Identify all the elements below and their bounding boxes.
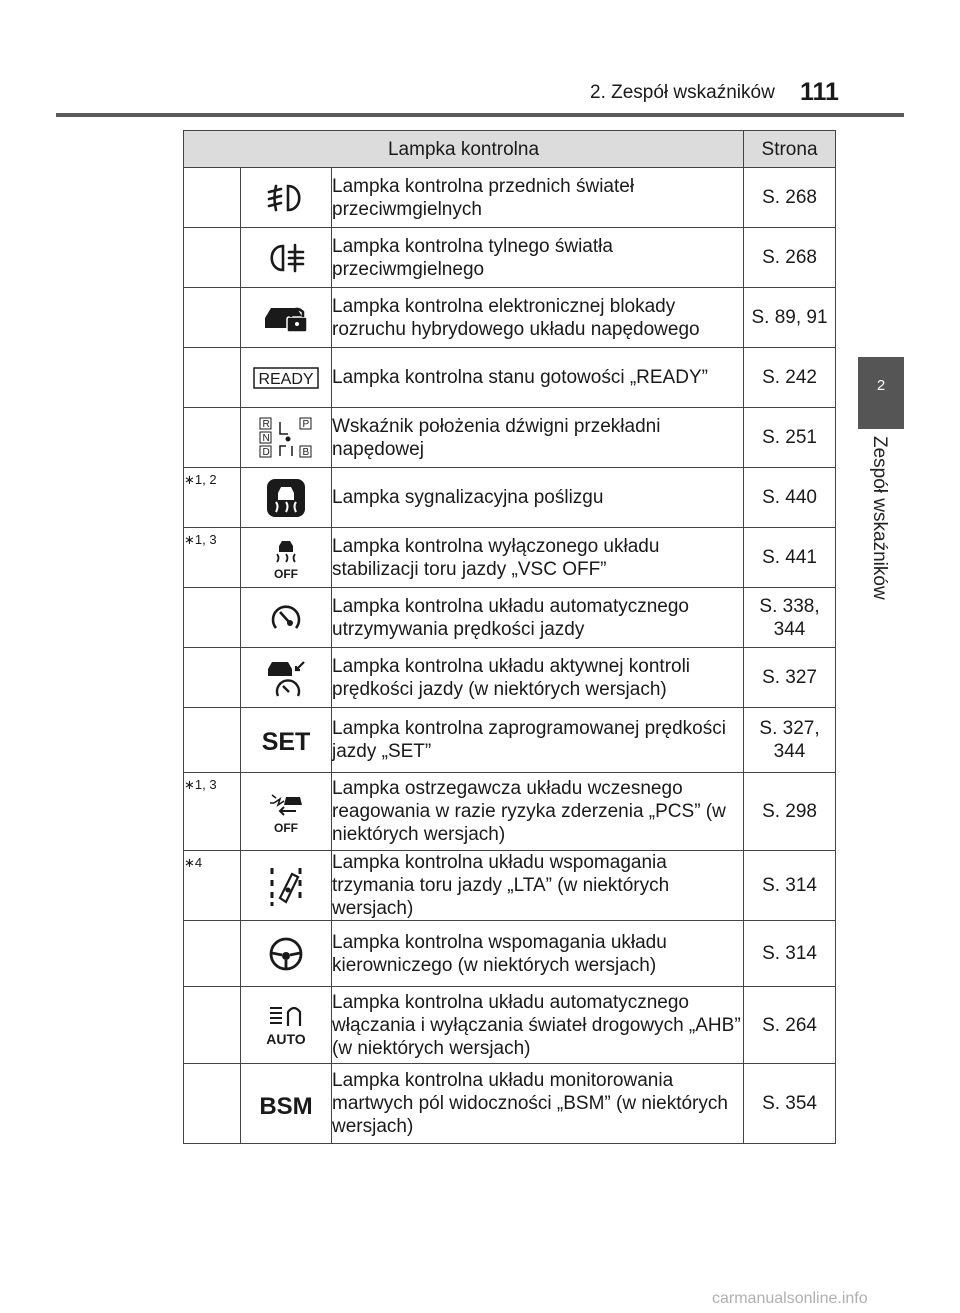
svg-text:AUTO: AUTO — [266, 1031, 306, 1047]
set-icon — [241, 708, 332, 773]
footnote-marker — [184, 987, 241, 1064]
description: Wskaźnik położenia dźwigni przekładni napędowej — [332, 408, 744, 468]
svg-text:D: D — [262, 446, 270, 458]
description: Lampka kontrolna zaprogramowanej prędkości jazdy „SET” — [332, 708, 744, 773]
page-reference[interactable]: S. 251 — [744, 408, 836, 468]
table-row — [184, 648, 836, 708]
slip-indicator-icon — [241, 468, 332, 528]
table-row — [184, 1064, 836, 1144]
vsc-off-icon — [241, 528, 332, 588]
rear-fog-light-icon — [241, 228, 332, 288]
section-title: 2. Zespół wskaźników — [590, 82, 775, 103]
column-header-light: Lampka kontrolna — [184, 131, 744, 168]
lta-icon — [241, 851, 332, 921]
watermark: carmanualsonline.info — [712, 1290, 868, 1307]
table-row — [184, 987, 836, 1064]
column-header-page: Strona — [744, 131, 836, 168]
page-reference[interactable]: S. 314 — [744, 851, 836, 921]
footnote-marker — [184, 708, 241, 773]
table-row — [184, 921, 836, 987]
table-row — [184, 348, 836, 408]
table-row — [184, 168, 836, 228]
svg-text:READY: READY — [258, 370, 314, 388]
table-row — [184, 851, 836, 921]
description: Lampka kontrolna elektronicznej blokady rozruchu hybrydowego układu napędowego — [332, 288, 744, 348]
description: Lampka kontrolna układu wspomagania trzymania toru jazdy „LTA” (w niektórych wersjach) — [332, 851, 744, 921]
table-row — [184, 528, 836, 588]
description: Lampka kontrolna stanu gotowości „READY” — [332, 348, 744, 408]
table-header-row — [184, 131, 836, 168]
ahb-auto-icon — [241, 987, 332, 1064]
description: Lampka kontrolna układu aktywnej kontroli prędkości jazdy (w niektórych wersjach) — [332, 648, 744, 708]
table-row — [184, 708, 836, 773]
indicator-table — [183, 130, 836, 1144]
ready-icon — [241, 348, 332, 408]
page-reference[interactable]: S. 242 — [744, 348, 836, 408]
footnote-marker — [184, 408, 241, 468]
page-reference[interactable]: S. 298 — [744, 773, 836, 851]
footnote-marker — [184, 588, 241, 648]
page-reference[interactable]: S. 264 — [744, 987, 836, 1064]
footnote-marker — [184, 228, 241, 288]
immobilizer-icon — [241, 288, 332, 348]
shift-position-icon — [241, 408, 332, 468]
page-reference[interactable]: S. 441 — [744, 528, 836, 588]
page-reference[interactable]: S. 89, 91 — [744, 288, 836, 348]
chapter-label: Zespół wskaźników — [869, 436, 890, 600]
table-row — [184, 288, 836, 348]
svg-text:SET: SET — [261, 728, 311, 755]
description: Lampka kontrolna tylnego światła przeciwmgielnego — [332, 228, 744, 288]
description: Lampka kontrolna wspomagania układu kierowniczego (w niektórych wersjach) — [332, 921, 744, 987]
description: Lampka kontrolna przednich świateł przeciwmgielnych — [332, 168, 744, 228]
dynamic-cruise-icon — [241, 648, 332, 708]
footnote-marker: ∗4 — [184, 851, 241, 921]
page-reference[interactable]: S. 327 — [744, 648, 836, 708]
table-row — [184, 408, 836, 468]
chapter-tab[interactable]: 2 — [858, 357, 904, 429]
footnote-marker — [184, 348, 241, 408]
page-reference[interactable]: S. 440 — [744, 468, 836, 528]
table-row — [184, 588, 836, 648]
description: Lampka kontrolna układu monitorowania martwych pól widoczności „BSM” (w niektórych wersjach) — [332, 1064, 744, 1144]
footnote-marker: ∗1, 3 — [184, 528, 241, 588]
svg-text:N: N — [262, 432, 270, 444]
svg-text:OFF: OFF — [274, 820, 298, 835]
footnote-marker — [184, 921, 241, 987]
footnote-marker — [184, 648, 241, 708]
page-number: 111 — [800, 78, 839, 106]
page-reference[interactable]: S. 268 — [744, 168, 836, 228]
pcs-off-icon — [241, 773, 332, 851]
description: Lampka kontrolna układu automatycznego utrzymywania prędkości jazdy — [332, 588, 744, 648]
footnote-marker — [184, 1064, 241, 1144]
svg-text:OFF: OFF — [274, 566, 298, 580]
footnote-marker — [184, 168, 241, 228]
header-divider — [56, 113, 904, 117]
description: Lampka ostrzegawcza układu wczesnego reagowania w razie ryzyka zderzenia „PCS” (w niektórych wersjach) — [332, 773, 744, 851]
svg-text:BSM: BSM — [259, 1092, 313, 1119]
cruise-control-icon — [241, 588, 332, 648]
page-reference[interactable]: S. 354 — [744, 1064, 836, 1144]
description: Lampka kontrolna układu automatycznego włączania i wyłączania świateł drogowych „AHB” (w niektórych wersjach) — [332, 987, 744, 1064]
description: Lampka sygnalizacyjna poślizgu — [332, 468, 744, 528]
svg-text:R: R — [262, 418, 270, 430]
page-reference[interactable]: S. 314 — [744, 921, 836, 987]
front-fog-light-icon — [241, 168, 332, 228]
table-row — [184, 228, 836, 288]
svg-text:P: P — [302, 418, 310, 430]
footnote-marker: ∗1, 2 — [184, 468, 241, 528]
table-row — [184, 468, 836, 528]
footnote-marker: ∗1, 3 — [184, 773, 241, 851]
footnote-marker — [184, 288, 241, 348]
page-reference[interactable]: S. 327, 344 — [744, 708, 836, 773]
steering-assist-icon — [241, 921, 332, 987]
table-row — [184, 773, 836, 851]
page-reference[interactable]: S. 268 — [744, 228, 836, 288]
svg-text:B: B — [302, 446, 310, 458]
bsm-icon — [241, 1064, 332, 1144]
description: Lampka kontrolna wyłączonego układu stabilizacji toru jazdy „VSC OFF” — [332, 528, 744, 588]
page-reference[interactable]: S. 338, 344 — [744, 588, 836, 648]
